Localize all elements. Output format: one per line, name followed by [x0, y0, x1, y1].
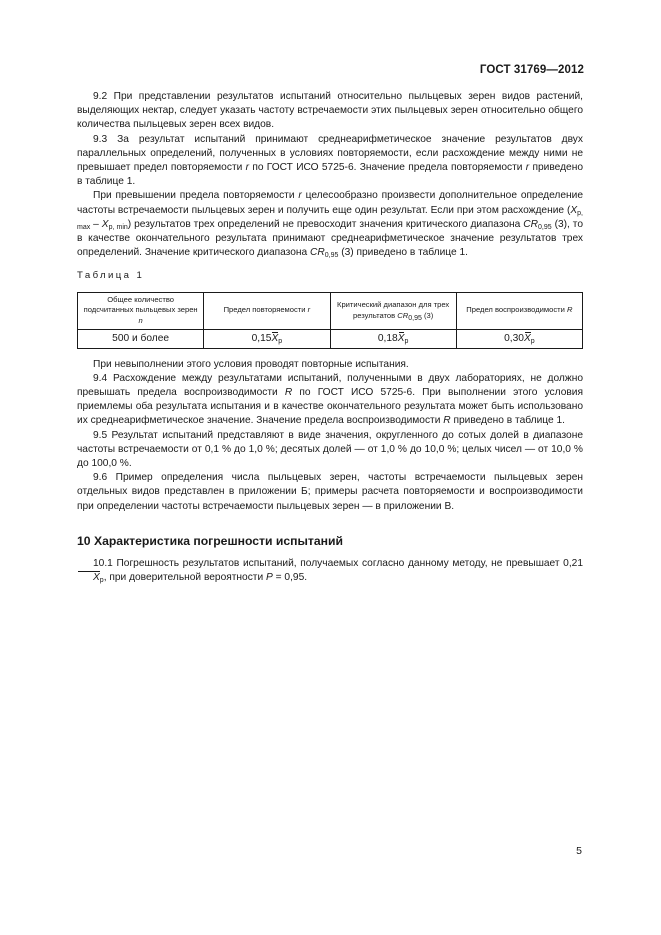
- text-span: –: [90, 218, 102, 230]
- cell-repeatability: [204, 329, 330, 348]
- var-x-mean: X: [271, 332, 278, 346]
- text-span: по ГОСТ ИСО 5725-6. При выполнении этого условия приемлемы оба результата испытания и в качестве окончательного результата может быть использовано их среднеарифметическое значение. Значение предела воспроизводимости: [77, 387, 583, 427]
- var-r: r: [245, 162, 250, 174]
- var-P: P: [266, 572, 273, 584]
- subscript: р: [404, 337, 409, 345]
- header-cell-reproducibility: [456, 292, 582, 329]
- coef: 0,30: [504, 332, 524, 344]
- var-x-mean: X: [77, 571, 100, 585]
- var-n: n: [138, 315, 143, 325]
- paragraph-9-4: [77, 372, 583, 429]
- text-span: по ГОСТ ИСО 5725-6. Значение предела повторяемости: [249, 162, 526, 174]
- text-span: приведено в таблице 1.: [77, 162, 584, 188]
- paragraph-9-2: 9.2 При представлении результатов испытаний относительно пыльцевых зерен видов растений, выделяющих нектар, следует указать частоту встречаемости этих пыльцевых зерен относительно общего количества пыльцевых зерен всех видов.: [77, 91, 583, 131]
- var-r: r: [298, 190, 302, 202]
- document-code: ГОСТ 31769—2012: [479, 64, 584, 76]
- paragraph-repeatability-exceeded: [77, 189, 583, 260]
- var-x: X: [570, 204, 578, 216]
- var-cr: CR: [523, 218, 538, 230]
- var-R: R: [566, 305, 573, 315]
- cell-count: 500 и более: [78, 329, 204, 348]
- table-header-row: [78, 292, 583, 329]
- section-title: 10 Характеристика погрешности испытаний: [77, 533, 344, 548]
- subscript: р: [278, 337, 283, 345]
- header-cell-count: [78, 292, 204, 329]
- subscript: р: [530, 337, 535, 345]
- paragraph-10-1: [77, 557, 583, 585]
- text-span: При превышении предела повторяемости: [93, 190, 299, 202]
- page-number: 5: [576, 845, 582, 857]
- text-span: ) результатов трех определений не превосходит значения критического диапазона: [127, 218, 524, 230]
- text-span: , при доверительной вероятности: [103, 572, 266, 584]
- text-span: (3), то в качестве окончательного результата принимают среднеарифметическое значение результатов трех определений. Значение критического диапазона: [77, 218, 584, 259]
- var-x: X: [101, 218, 109, 230]
- table-row: [78, 329, 583, 348]
- table-1: [77, 292, 583, 349]
- var-R: R: [443, 415, 451, 427]
- paragraph-repeat-tests: При невыполнении этого условия проводят повторные испытания.: [93, 358, 409, 370]
- coef: 0,21: [563, 558, 583, 570]
- var-x-mean: X: [524, 332, 531, 346]
- text-span: 10.1 Погрешность результатов испытаний, получаемых согласно данному методу, не превышает: [93, 558, 564, 570]
- var-r: r: [525, 162, 530, 174]
- cell-critical-range: [330, 329, 456, 348]
- var-cr: CR: [397, 310, 409, 320]
- subscript: p, max: [77, 209, 583, 231]
- document-body: [77, 90, 583, 585]
- header-text: Критический диапазон для трех результатов: [337, 300, 450, 320]
- text-span: (3) приведено в таблице 1.: [338, 247, 469, 259]
- subscript: 0,95: [538, 223, 552, 231]
- header-cell-critical-range: [330, 292, 456, 329]
- subscript: р: [99, 577, 104, 585]
- coef: 0,18: [377, 332, 398, 344]
- text-span: 9.3 За результат испытаний принимают среднеарифметическое значение результатов двух параллельных определений, полученных в условиях повторяемости, если расхождение между ними не превышает предел повторяемости: [77, 133, 583, 174]
- header-text: Предел повторяемости: [223, 305, 308, 315]
- header-text: (3): [421, 310, 434, 320]
- header-text: Общее количество подсчитанных пыльцевых зерен: [83, 294, 198, 315]
- paragraph-9-3: [77, 133, 583, 190]
- header-cell-repeatability: [204, 292, 330, 329]
- text-span: 9.4 Расхождение между результатами испытаний, полученными в двух лабораториях, не должно превышать предела воспроизводимости: [77, 372, 583, 399]
- paragraph-9-5: 9.5 Результат испытаний представляют в виде значения, округленного до сотых долей в диапазоне частоты встречаемости от 0,1 % до 1,0 %; десятых долей — от 1,0 % до 10,0 %; целых чисел — от 10,0 % до 100,0 %.: [77, 429, 583, 470]
- var-R: R: [284, 387, 293, 399]
- cell-reproducibility: [456, 329, 582, 348]
- var-x-mean: X: [398, 332, 405, 346]
- text-span: приведено в таблице 1.: [450, 415, 565, 427]
- text-span: целесообразно произвести дополнительное определение частоты встречаемости пыльцевых зерен и получить еще один результат. Если при этом расхождение (: [77, 190, 583, 216]
- table-title: Таблица 1: [77, 270, 145, 282]
- paragraph-9-6: 9.6 Пример определения числа пыльцевых зерен, частоты встречаемости пыльцевых зерен отдельных видов представлен в приложении Б; примеры расчета повторяемости и воспроизводимости при определении частоты встречаемости пыльцевых зерен — в приложении В.: [77, 472, 583, 512]
- coef: 0,15: [251, 332, 272, 344]
- var-cr: CR: [310, 247, 325, 259]
- subscript: p, min: [108, 223, 128, 231]
- subscript: 0,95: [324, 252, 339, 260]
- subscript: 0,95: [408, 314, 422, 322]
- header-text: Предел воспроизводимости: [466, 305, 567, 315]
- var-r: r: [307, 305, 311, 315]
- text-span: = 0,95.: [272, 572, 308, 584]
